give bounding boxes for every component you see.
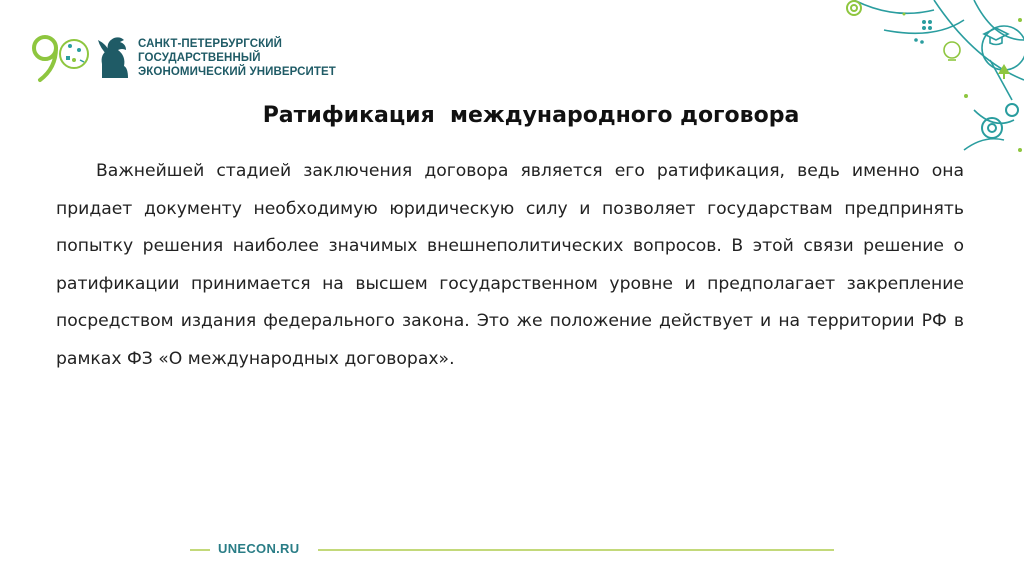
footer bbox=[190, 540, 836, 560]
slide-title: Ратификация международного договора bbox=[262, 103, 800, 128]
griffin-icon bbox=[96, 34, 132, 80]
university-name-line: ЭКОНОМИЧЕСКИЙ УНИВЕРСИТЕТ bbox=[138, 66, 336, 78]
university-name bbox=[138, 37, 358, 79]
lightbulb-icon bbox=[944, 42, 960, 60]
university-name-line: САНКТ-ПЕТЕРБУРГСКИЙ bbox=[138, 38, 283, 50]
footer-site-link[interactable]: UNECON.RU bbox=[218, 541, 300, 556]
university-logo bbox=[30, 32, 350, 88]
anniversary-90-icon bbox=[30, 32, 94, 84]
footer-divider-right bbox=[318, 549, 834, 551]
gear-icon bbox=[847, 1, 861, 15]
university-name-line: ГОСУДАРСТВЕННЫЙ bbox=[138, 52, 261, 64]
footer-divider-left bbox=[190, 549, 210, 551]
slide-body-text: Важнейшей стадией заключения договора является его ратификация, ведь именно она придает документу необходимую юридическую силу и позволяет государствам предпринять попытку решения наиболее значимых внешнеполитических вопросов. В этой связи решение о ратификации принимается на высшем государственном уровне и предполагает закрепление посредством издания федерального закона. Это же положение действует и на территории РФ в рамках ФЗ «О международных договорах». bbox=[56, 161, 964, 369]
corner-decoration bbox=[824, 0, 1024, 170]
